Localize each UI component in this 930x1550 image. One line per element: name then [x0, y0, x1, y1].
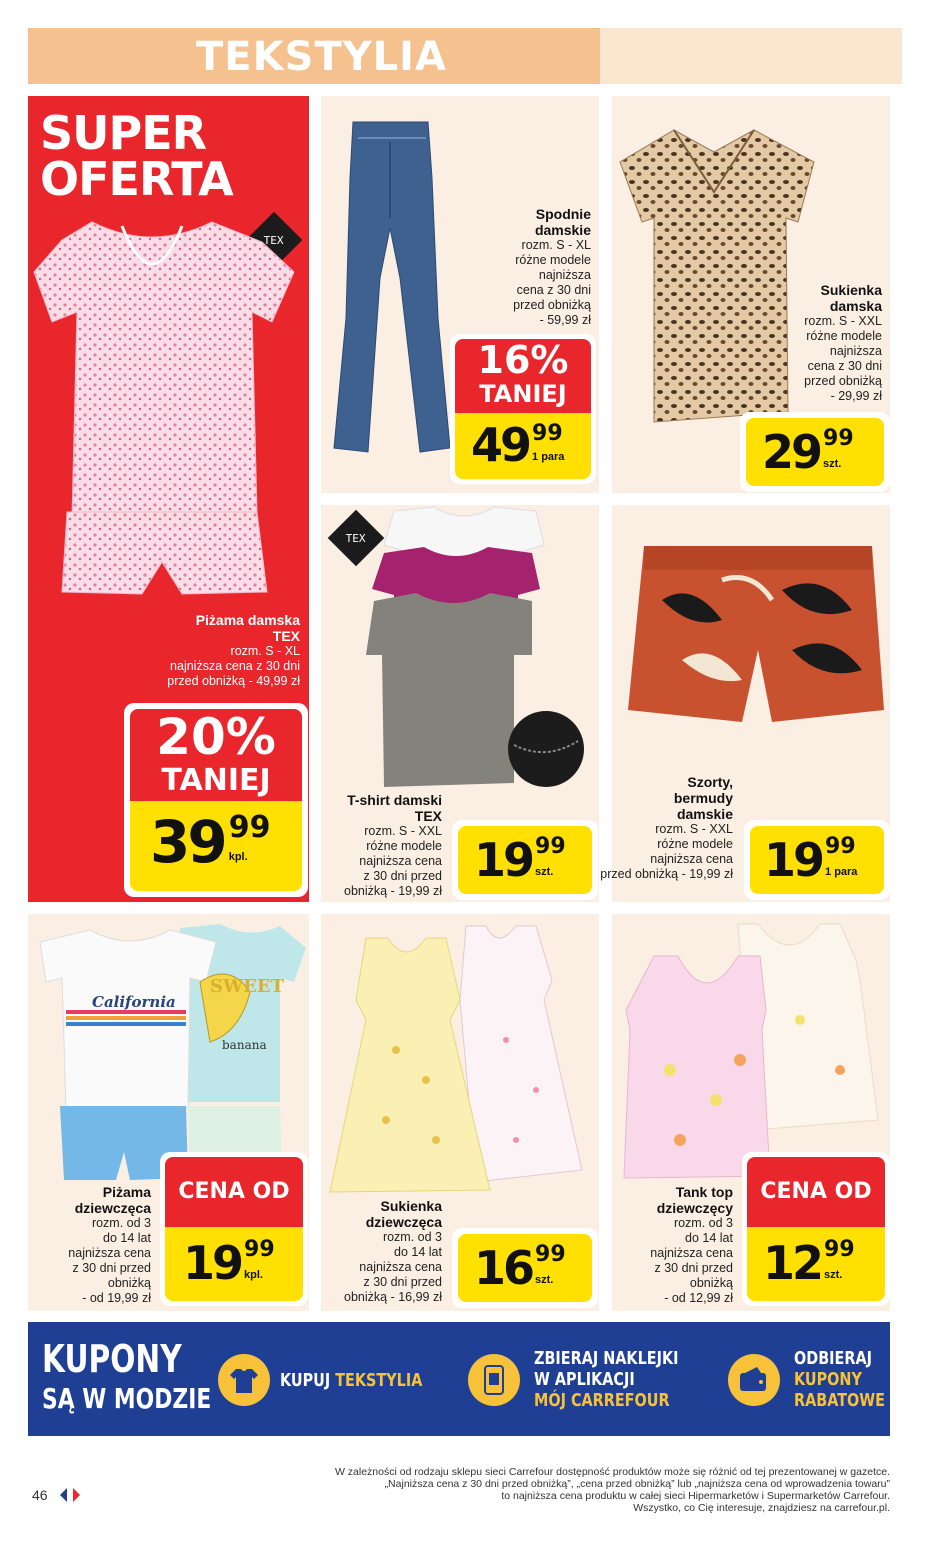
cena-od-label: CENA OD — [165, 1157, 303, 1227]
pajama-women-image — [32, 212, 302, 596]
pajama-girls-price-badge: 19 99 kpl. — [165, 1227, 303, 1301]
dress-girls-price-badge: 16 99 szt. — [458, 1234, 592, 1302]
section-title: TEKSTYLIA — [196, 34, 447, 80]
kupony-subtitle: SĄ W MODZIE — [42, 1382, 212, 1415]
header-strip — [600, 28, 902, 84]
dress-girls-image — [326, 920, 586, 1196]
jeans-image — [328, 118, 458, 458]
tanktop-image — [620, 920, 882, 1186]
shorts-desc: Szorty, bermudy damskie rozm. S - XXL różne modele najniższa cena przed obniżką - 19,99 zł — [600, 774, 733, 881]
wallet-coupon-icon — [728, 1354, 780, 1406]
shorts-price-badge: 19 99 1 para — [750, 826, 884, 894]
super-offer-title: SUPER OFERTA — [40, 106, 233, 206]
kupony-title: KUPONY — [42, 1337, 182, 1381]
discount-badge: 20% TANIEJ — [130, 709, 302, 801]
print-california: California — [92, 993, 176, 1011]
footer-disclaimer: W zależności od rodzaju sklepu sieci Carrefour dostępność produktów może się różnić od tej prezentowanej w gazetce. „Najniższa cena z 30 dni przed obniżką”, „cena przed obniżką” lub „najniższa cena od wprowadzenia towaru” to najniższa cena produktu w całej sieci Hipermarketów i Supermarketów Carrefour. Wszystko, co Cię interesuje, znajdziesz na carrefour.pl. — [334, 1466, 890, 1514]
cena-od-label-tanktop: CENA OD — [747, 1157, 885, 1227]
print-sweet: SWEET — [210, 976, 285, 997]
tanktop-desc: Tank top dziewczęcy rozm. od 3 do 14 lat najniższa cena z 30 dni przed obniżką - od 12,99 zł — [650, 1184, 733, 1305]
tex-badge-tshirt: TEX — [328, 510, 385, 567]
price-badge: 39 99 kpl. — [130, 801, 302, 891]
jeans-price-badge: 49 99 1 para — [455, 413, 591, 479]
tex-badge: TEX — [246, 212, 303, 269]
dress-women-desc: Sukienka damska rozm. S - XXL różne modele najniższa cena z 30 dni przed obniżką - 29,99 zł — [804, 282, 882, 403]
phone-app-icon — [468, 1354, 520, 1406]
tshirt-desc: T-shirt damski TEX rozm. S - XXL różne modele najniższa cena z 30 dni przed obniżką - 19,99 zł — [344, 792, 442, 898]
carrefour-logo-icon — [58, 1487, 82, 1506]
tshirt-price-badge: 19 99 szt. — [458, 826, 592, 894]
kupony-step-collect: ZBIERAJ NAKLEJKI W APLIKACJI MÓJ CARREFOUR — [534, 1348, 679, 1411]
jeans-discount-badge: 16% TANIEJ — [455, 339, 591, 413]
pajama-women-desc: Piżama damska TEX rozm. S - XL najniższa cena z 30 dni przed obniżką - 49,99 zł — [167, 612, 300, 688]
page-number: 46 — [32, 1487, 48, 1503]
pajama-girls-image — [30, 922, 310, 1182]
tanktop-price-badge: 12 99 szt. — [747, 1227, 885, 1301]
shorts-image — [622, 540, 892, 730]
print-banana: banana — [222, 1038, 267, 1052]
kupony-step-redeem: ODBIERAJ KUPONY RABATOWE — [794, 1348, 886, 1411]
dress-girls-desc: Sukienka dziewczęca rozm. od 3 do 14 lat najniższa cena z 30 dni przed obniżką - 16,99 zł — [344, 1198, 442, 1304]
tshirts-image — [364, 505, 594, 805]
jeans-desc: Spodnie damskie rozm. S - XL różne modele najniższa cena z 30 dni przed obniżką - 59,99 zł — [513, 206, 591, 327]
pajama-girls-desc: Piżama dziewczęca rozm. od 3 do 14 lat najniższa cena z 30 dni przed obniżką - od 19,99 zł — [68, 1184, 151, 1305]
kupony-step-buy: KUPUJ TEKSTYLIA — [280, 1370, 423, 1391]
tshirt-icon — [218, 1354, 270, 1406]
dress-women-price-badge: 29 99 szt. — [746, 418, 884, 486]
